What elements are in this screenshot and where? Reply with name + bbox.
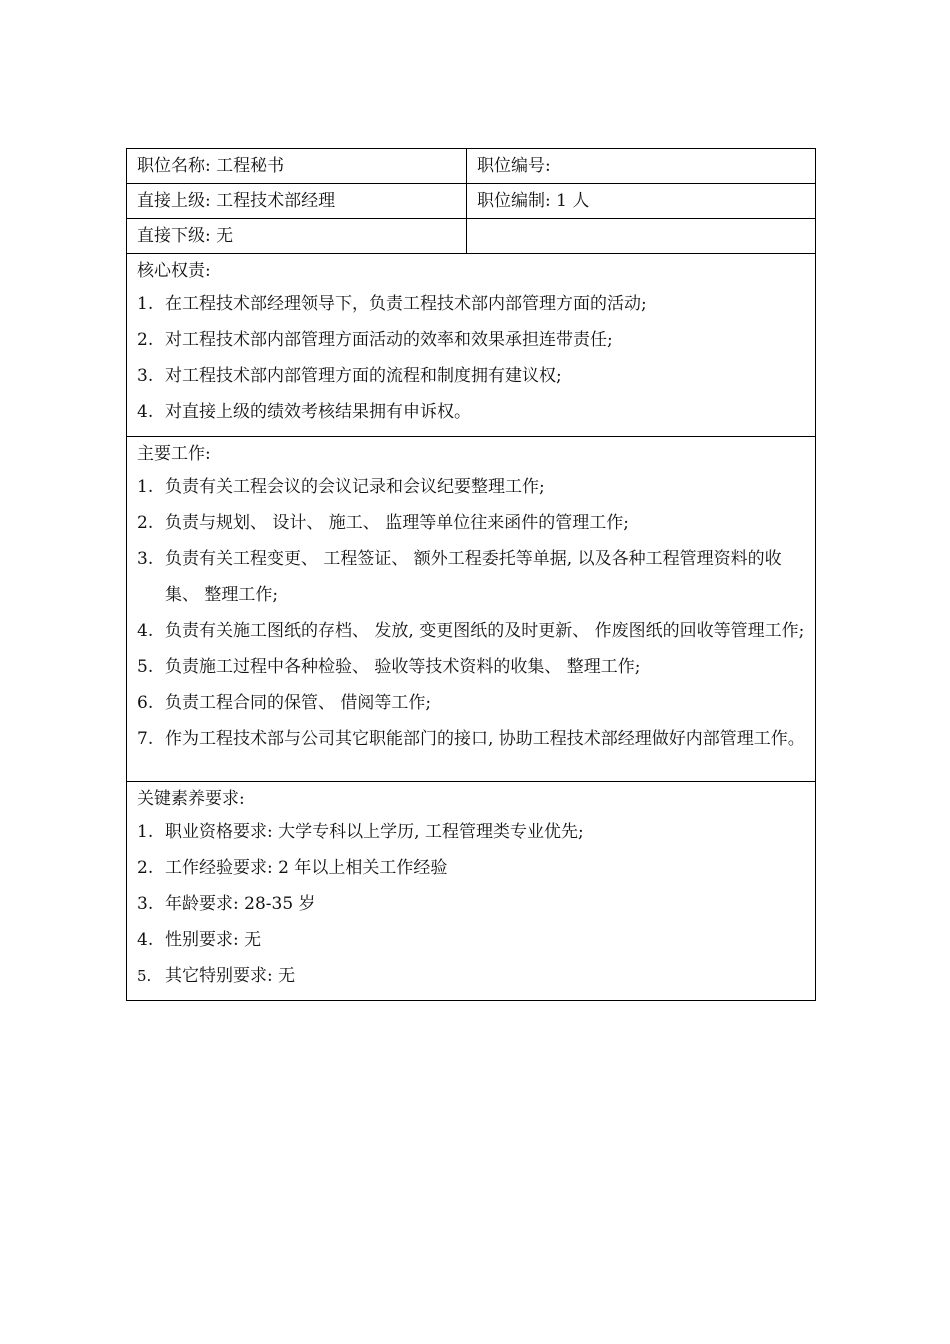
item-number: 4. (137, 621, 154, 641)
job-description-table (126, 148, 816, 1001)
item-text: 负责有关施工图纸的存档、 发放, 变更图纸的及时更新、 作废图纸的回收等管理工作; (165, 621, 805, 641)
list-item (137, 886, 805, 922)
list-item (137, 322, 805, 358)
item-number: 3. (137, 366, 154, 386)
item-text: 其它特别要求: 无 (165, 966, 296, 986)
core-duties-section (127, 254, 815, 437)
header-row-1 (127, 149, 815, 184)
item-number: 3. (137, 894, 154, 914)
item-number: 3. (137, 549, 154, 569)
list-item (137, 286, 805, 322)
key-requirements-section (127, 782, 815, 1000)
direct-superior-cell: 直接上级: 工程技术部经理 (127, 184, 467, 218)
list-item (137, 649, 805, 685)
item-text: 作为工程技术部与公司其它职能部门的接口, 协助工程技术部经理做好内部管理工作。 (165, 729, 805, 749)
item-number: 6. (137, 693, 154, 713)
header-row-3 (127, 219, 815, 254)
list-item (137, 358, 805, 394)
item-number: 4. (137, 930, 154, 950)
list-item (137, 850, 805, 886)
main-work-section (127, 437, 815, 782)
item-number: 1. (137, 477, 154, 497)
item-text: 性别要求: 无 (165, 930, 262, 950)
list-item (137, 505, 805, 541)
empty-cell (467, 219, 815, 253)
item-number: 2. (137, 513, 154, 533)
item-number: 5. (137, 657, 154, 677)
item-text: 负责与规划、 设计、 施工、 监理等单位往来函件的管理工作; (165, 513, 629, 533)
item-text: 年龄要求: 28-35 岁 (165, 894, 316, 914)
item-number: 7. (137, 729, 154, 749)
headcount-cell: 职位编制: 1 人 (477, 191, 590, 211)
item-text: 负责有关工程变更、 工程签证、 额外工程委托等单据, 以及各种工程管理资料的收集、 整理工作; (165, 549, 782, 605)
list-item (137, 541, 805, 613)
item-number: 1. (137, 822, 154, 842)
list-item (137, 721, 805, 757)
list-item (137, 613, 805, 649)
item-text: 职业资格要求: 大学专科以上学历, 工程管理类专业优先; (165, 822, 584, 842)
item-number: 1. (137, 294, 154, 314)
item-text: 对工程技术部内部管理方面活动的效率和效果承担连带责任; (165, 330, 613, 350)
item-text: 对直接上级的绩效考核结果拥有申诉权。 (165, 402, 471, 422)
header-row-2 (127, 184, 815, 219)
item-text: 负责施工过程中各种检验、 验收等技术资料的收集、 整理工作; (165, 657, 641, 677)
item-number: 2. (137, 858, 154, 878)
position-name-cell: 职位名称: 工程秘书 (127, 149, 467, 183)
list-item (137, 958, 805, 994)
item-number: 2. (137, 330, 154, 350)
list-item (137, 814, 805, 850)
list-item (137, 685, 805, 721)
main-work-title: 主要工作: (137, 444, 211, 464)
item-number: 4. (137, 402, 154, 422)
item-text: 在工程技术部经理领导下，负责工程技术部内部管理方面的活动; (165, 294, 647, 314)
list-item (137, 469, 805, 505)
core-duties-title: 核心权责: (137, 261, 211, 281)
list-item (137, 922, 805, 958)
item-number: 5. (137, 967, 152, 985)
position-code-cell: 职位编号: (477, 156, 551, 176)
key-requirements-title: 关键素养要求: (137, 789, 245, 809)
item-text: 负责工程合同的保管、 借阅等工作; (165, 693, 432, 713)
item-text: 对工程技术部内部管理方面的流程和制度拥有建议权; (165, 366, 562, 386)
item-text: 负责有关工程会议的会议记录和会议纪要整理工作; (165, 477, 545, 497)
direct-subordinate-cell: 直接下级: 无 (127, 219, 467, 253)
item-text: 工作经验要求: 2 年以上相关工作经验 (165, 858, 448, 878)
list-item (137, 394, 805, 430)
